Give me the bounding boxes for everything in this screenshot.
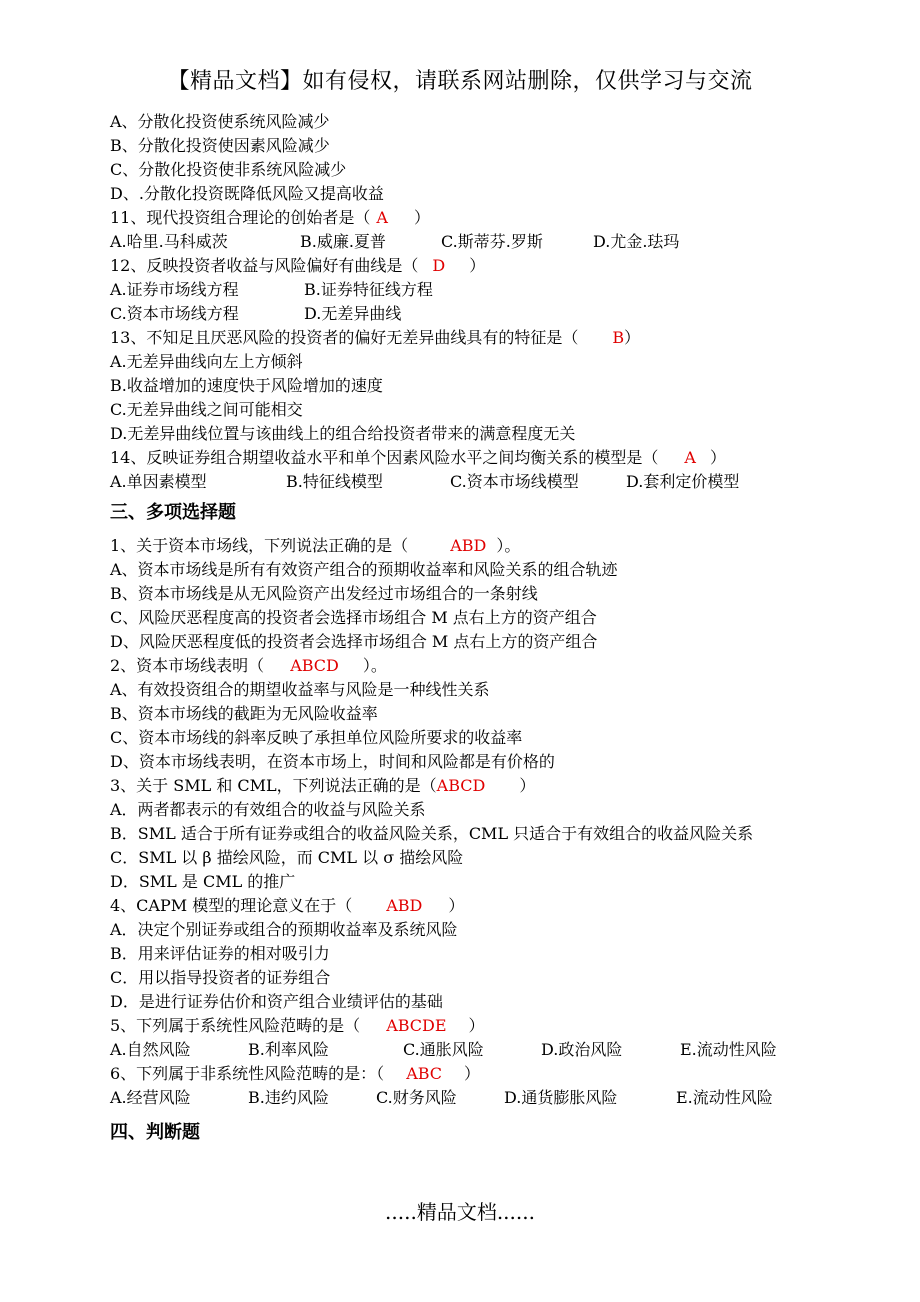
option: C.通胀风险 [403,1040,484,1059]
option: A.证券市场线方程 [110,280,239,299]
multi-question-2: 2、资本市场线表明（ ABCD ）。 [110,656,387,675]
section-heading: 四、判断题 [110,1122,200,1143]
option: A．两者都表示的有效组合的收益与风险关系 [110,800,426,819]
answer: ABCD [290,656,339,675]
answer: ABD [450,536,487,555]
option: B、资本市场线是从无风险资产出发经过市场组合的一条射线 [110,584,538,603]
q10-option: C、分散化投资使非系统风险减少 [110,160,347,179]
q10-option: A、分散化投资使系统风险减少 [110,112,330,131]
q10-option: B、分散化投资使因素风险减少 [110,136,330,155]
answer: A [684,448,696,467]
multi-question-1: 1、关于资本市场线，下列说法正确的是（ ABD ）。 [110,536,521,555]
option: D.政治风险 [541,1040,623,1059]
option: C、资本市场线的斜率反映了承担单位风险所要求的收益率 [110,728,523,747]
option: A、有效投资组合的期望收益率与风险是一种线性关系 [110,680,490,699]
multi-question-4: 4、CAPM 模型的理论意义在于（ ABD ） [110,896,465,915]
option: B.威廉.夏普 [300,232,386,251]
option: C．SML 以 β 描绘风险，而 CML 以 σ 描绘风险 [110,848,464,867]
question-14: 14、反映证券组合期望收益水平和单个因素风险水平之间均衡关系的模型是（ A ） [110,448,726,467]
question-11: 11、现代投资组合理论的创始者是（ A ） [110,208,430,227]
option: B．用来评估证券的相对吸引力 [110,944,330,963]
option: C.无差异曲线之间可能相交 [110,400,303,419]
multi-question-3: 3、关于 SML 和 CML，下列说法正确的是（ABCD ） [110,776,536,795]
option: A.单因素模型 [110,472,207,491]
option: B.证券特征线方程 [304,280,433,299]
option: D.尤金.珐玛 [593,232,680,251]
option: C.资本市场线方程 [110,304,239,323]
option: C.财务风险 [376,1088,457,1107]
option: B.利率风险 [248,1040,329,1059]
option: A．决定个别证券或组合的预期收益率及系统风险 [110,920,458,939]
q10-option: D、.分散化投资既降低风险又提高收益 [110,184,384,203]
option: D．SML 是 CML 的推广 [110,872,296,891]
option: D.通货膨胀风险 [504,1088,618,1107]
option: C.斯蒂芬.罗斯 [441,232,543,251]
question-13: 13、不知足且厌恶风险的投资者的偏好无差异曲线具有的特征是（ B） [110,328,641,347]
answer: ABD [386,896,423,915]
answer: ABCD [436,776,486,795]
option: D.套利定价模型 [626,472,740,491]
option: D、资本市场线表明，在资本市场上，时间和风险都是有价格的 [110,752,555,771]
document-body [110,110,810,1154]
question-14-options [110,470,810,494]
question-12-options [110,302,810,326]
question-11-options [110,230,810,254]
answer: ABCDE [386,1016,447,1035]
option: A.哈里.马科威茨 [110,232,228,251]
option: B.收益增加的速度快于风险增加的速度 [110,376,383,395]
option: E.流动性风险 [676,1088,773,1107]
option: A.无差异曲线向左上方倾斜 [110,352,303,371]
question-12: 12、反映投资者收益与风险偏好有曲线是（ D ） [110,256,486,275]
option: D.无差异曲线位置与该曲线上的组合给投资者带来的满意程度无关 [110,424,576,443]
multi-question-6-options [110,1086,810,1110]
page-header: 【精品文档】如有侵权，请联系网站删除，仅供学习与交流 [167,69,753,94]
option: A.自然风险 [110,1040,191,1059]
option: B．SML 适合于所有证券或组合的收益风险关系，CML 只适合于有效组合的收益风险关系 [110,824,754,843]
option: B.特征线模型 [286,472,383,491]
section-heading: 三、多项选择题 [110,502,236,523]
option: C、风险厌恶程度高的投资者会选择市场组合 M 点右上方的资产组合 [110,608,597,627]
option: A.经营风险 [110,1088,191,1107]
multi-question-5: 5、下列属于系统性风险范畴的是（ ABCDE ） [110,1016,485,1035]
option: D.无差异曲线 [304,304,402,323]
multi-question-6: 6、下列属于非系统性风险范畴的是：（ ABC ） [110,1064,481,1083]
answer: B [612,328,625,347]
page-footer: .....精品文档...... [385,1200,535,1224]
option: D、风险厌恶程度低的投资者会选择市场组合 M 点右上方的资产组合 [110,632,598,651]
option: B、资本市场线的截距为无风险收益率 [110,704,378,723]
answer: A [376,208,388,227]
answer: D [432,256,446,275]
option: E.流动性风险 [680,1040,777,1059]
answer: ABC [406,1064,443,1083]
question-12-options [110,278,810,302]
option: C.资本市场线模型 [450,472,579,491]
option: C．用以指导投资者的证券组合 [110,968,331,987]
option: A、资本市场线是所有有效资产组合的预期收益率和风险关系的组合轨迹 [110,560,618,579]
multi-question-5-options [110,1038,810,1062]
option: D．是进行证券估价和资产组合业绩评估的基础 [110,992,443,1011]
option: B.违约风险 [248,1088,329,1107]
